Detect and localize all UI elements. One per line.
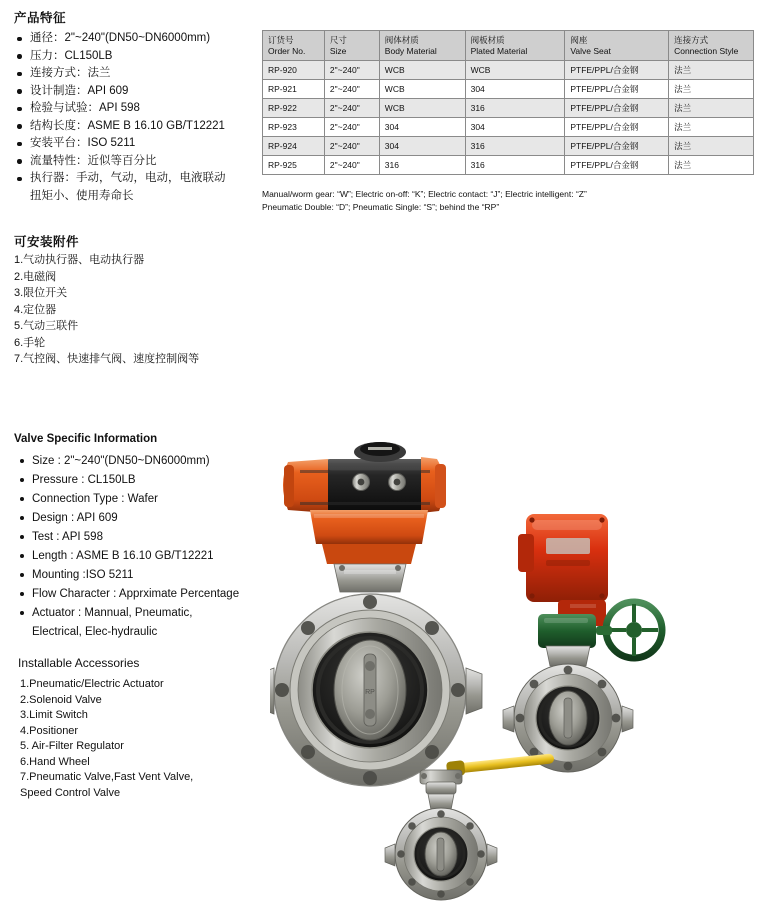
cell-body-material: WCB	[379, 80, 465, 99]
note-line-1: Manual/worm gear: “W”; Electric on-off: “K”; Electric contact: “J”; Electric intelligent: “Z”	[262, 189, 587, 199]
cell-valve-seat: PTFE/PPL/合金钢	[565, 80, 669, 99]
column-header-en: Valve Seat	[570, 45, 611, 56]
pneumatic-actuator	[283, 442, 446, 564]
column-header-cn: 阀体材质	[384, 35, 419, 45]
list-item: 6.手轮	[14, 336, 46, 349]
list-item: 4.Positioner	[20, 724, 79, 737]
chinese-accessories-title: 可安装附件	[14, 235, 80, 249]
table-row	[263, 118, 754, 137]
cell-order-no: RP-921	[263, 80, 325, 99]
column-header-en: Order No.	[268, 45, 306, 56]
column-header-body-material	[379, 31, 465, 61]
list-item: Test : API 598	[18, 528, 280, 547]
table-notes	[262, 188, 762, 213]
list-item: Actuator : Mannual, Pneumatic,	[18, 604, 280, 623]
column-header-cn: 订货号	[268, 35, 294, 45]
cell-body-material: WCB	[379, 61, 465, 80]
column-header-cn: 连接方式	[674, 35, 709, 45]
column-header-cn: 阀座	[570, 35, 588, 45]
list-item: Length : ASME B 16.10 GB/T12221	[18, 547, 280, 566]
list-item: 3.限位开关	[14, 287, 68, 299]
chinese-accessories-list	[14, 252, 264, 368]
valve-stem-housing	[334, 564, 406, 592]
list-item: 3.Limit Switch	[20, 709, 88, 721]
list-item: 检验与试验：API 598	[14, 100, 254, 118]
cell-body-material: 304	[379, 137, 465, 156]
cell-size: 2"~240"	[324, 137, 379, 156]
list-item: Mounting :ISO 5211	[18, 566, 280, 585]
cell-plated-material: 316	[465, 156, 565, 175]
table-row	[263, 80, 754, 99]
cell-order-no: RP-925	[263, 156, 325, 175]
list-item: 流量特性：近似等百分比	[14, 153, 254, 171]
list-item: 连接方式：法兰	[14, 65, 254, 83]
list-item: Flow Character : Apprximate Percentage	[18, 585, 280, 604]
table-header-row	[263, 31, 754, 61]
cell-connection-style: 法兰	[669, 99, 754, 118]
cell-order-no: RP-920	[263, 61, 325, 80]
list-item: 扭矩小、使用寿命长	[30, 189, 134, 202]
list-item: 执行器：手动，气动，电动，电液联动	[14, 170, 254, 188]
cell-plated-material: 316	[465, 99, 565, 118]
cell-size: 2"~240"	[324, 99, 379, 118]
list-item: Speed Control Valve	[20, 786, 121, 799]
chinese-features-list	[14, 30, 254, 205]
list-item: 2.电磁阀	[14, 270, 57, 283]
column-header-cn: 尺寸	[329, 35, 347, 45]
list-item: 通径：2"~240"(DN50~DN6000mm)	[14, 30, 254, 48]
cell-size: 2"~240"	[324, 61, 379, 80]
table-row	[263, 137, 754, 156]
chinese-features-title: 产品特征	[14, 11, 67, 25]
column-header-cn: 阀板材质	[470, 35, 505, 45]
list-item: 1.Pneumatic/Electric Actuator	[20, 678, 164, 690]
column-header-size	[324, 31, 379, 61]
list-item: 5. Air-Filter Regulator	[20, 740, 124, 752]
list-item: Electrical, Elec-hydraulic	[32, 626, 158, 638]
table-row	[263, 156, 754, 175]
list-item: 5.气动三联件	[14, 320, 79, 332]
list-item: 结构长度：ASME B 16.10 GB/T12221	[14, 118, 254, 136]
cell-valve-seat: PTFE/PPL/合金钢	[565, 156, 669, 175]
list-item: Pressure : CL150LB	[18, 471, 280, 490]
order-code-table	[262, 30, 754, 175]
svg-text:RP: RP	[365, 689, 375, 696]
list-item: 1.气动执行器、电动执行器	[14, 254, 145, 266]
cell-order-no: RP-924	[263, 137, 325, 156]
cell-valve-seat: PTFE/PPL/合金钢	[565, 61, 669, 80]
cell-body-material: WCB	[379, 99, 465, 118]
manual-valve-body	[385, 808, 497, 900]
list-item: 6.Hand Wheel	[20, 755, 90, 768]
list-item: 4.定位器	[14, 303, 57, 316]
cell-valve-seat: PTFE/PPL/合金钢	[565, 118, 669, 137]
cell-connection-style: 法兰	[669, 137, 754, 156]
cell-valve-seat: PTFE/PPL/合金钢	[565, 137, 669, 156]
column-header-connection-style	[669, 31, 754, 61]
column-header-plated-material	[465, 31, 565, 61]
cell-plated-material: 304	[465, 118, 565, 137]
list-item: Connection Type : Wafer	[18, 490, 280, 509]
note-line-2: Pneumatic Double: “D”; Pneumatic Single: “S”; behind the “RP”	[262, 201, 500, 212]
cell-plated-material: 304	[465, 80, 565, 99]
list-item: 7.气控阀、快速排气阀、速度控制阀等	[14, 353, 200, 365]
column-header-en: Body Material	[384, 45, 437, 56]
installable-accessories-title: Installable Accessories	[18, 656, 140, 670]
pneumatic-valve-image	[270, 442, 482, 786]
cell-size: 2"~240"	[324, 80, 379, 99]
list-item: 设计制造：API 609	[14, 83, 254, 101]
valve-specific-information-title: Valve Specific Information	[14, 433, 158, 445]
cell-size: 2"~240"	[324, 118, 379, 137]
cell-body-material: 304	[379, 118, 465, 137]
column-header-en: Connection Style	[674, 45, 739, 56]
installable-accessories-list	[20, 677, 270, 801]
electric-valve-body	[503, 664, 633, 772]
table-row	[263, 61, 754, 80]
valve-specific-information-list	[18, 452, 280, 642]
list-item: 2.Solenoid Valve	[20, 693, 102, 706]
cell-body-material: 316	[379, 156, 465, 175]
cell-valve-seat: PTFE/PPL/合金钢	[565, 99, 669, 118]
electric-valve-image	[503, 514, 662, 772]
product-photo-group	[270, 418, 760, 903]
column-header-order-no	[263, 31, 325, 61]
cell-connection-style: 法兰	[669, 156, 754, 175]
cell-order-no: RP-922	[263, 99, 325, 118]
list-item: Design : API 609	[18, 509, 280, 528]
table-row	[263, 99, 754, 118]
cell-plated-material: 316	[465, 137, 565, 156]
list-item: 安装平台：ISO 5211	[14, 135, 254, 153]
electric-actuator	[518, 514, 608, 626]
valve-top-plate	[420, 770, 462, 810]
column-header-valve-seat	[565, 31, 669, 61]
cell-connection-style: 法兰	[669, 118, 754, 137]
cell-plated-material: WCB	[465, 61, 565, 80]
wafer-body	[270, 594, 482, 786]
cell-size: 2"~240"	[324, 156, 379, 175]
column-header-en: Plated Material	[470, 45, 528, 56]
list-item: 7.Pneumatic Valve,Fast Vent Valve,	[20, 771, 194, 783]
cell-order-no: RP-923	[263, 118, 325, 137]
list-item: 压力：CL150LB	[14, 48, 254, 66]
cell-connection-style: 法兰	[669, 80, 754, 99]
column-header-en: Size	[329, 45, 347, 56]
list-item: Size : 2"~240"(DN50~DN6000mm)	[18, 452, 280, 471]
cell-connection-style: 法兰	[669, 61, 754, 80]
